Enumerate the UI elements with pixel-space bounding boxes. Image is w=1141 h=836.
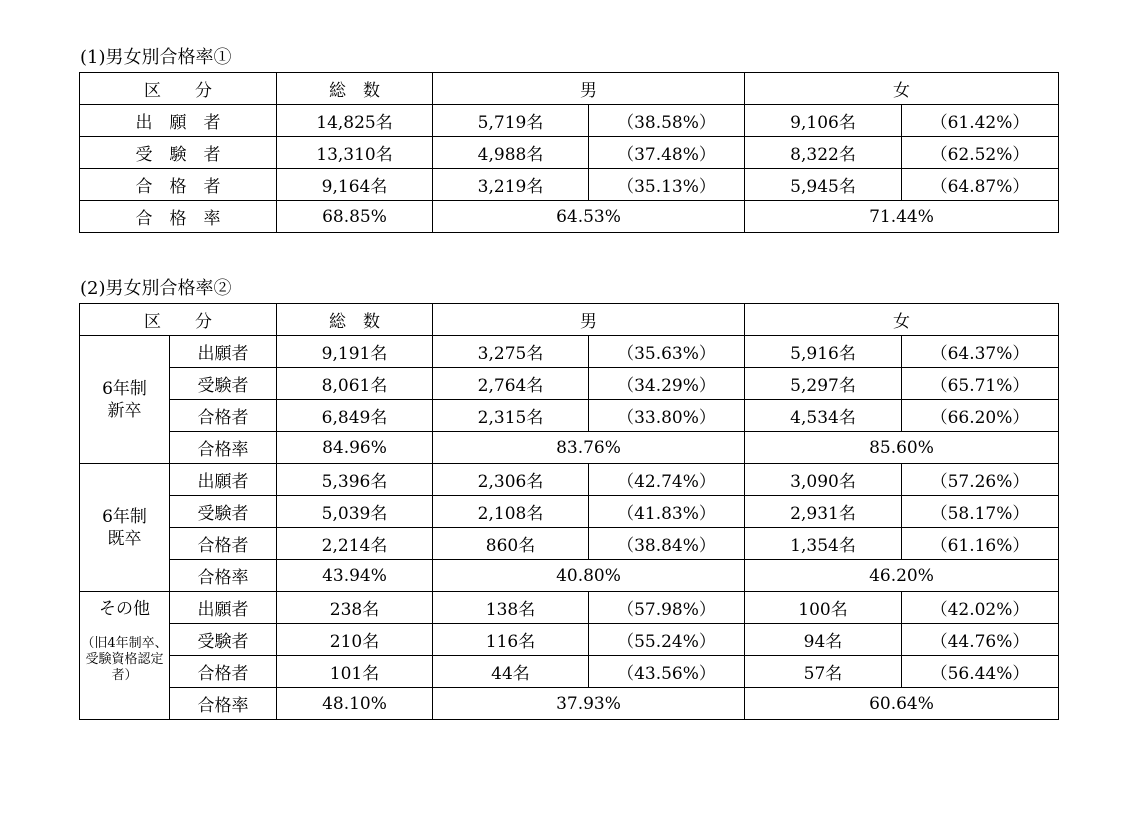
cell-total: 9,191名 <box>277 336 433 368</box>
cell-male: 2,315名 <box>433 400 589 432</box>
cell-female: 8,322名 <box>745 137 902 169</box>
cell-male: 3,219名 <box>433 169 589 201</box>
table-row <box>80 169 1059 201</box>
cell-female-pct: （57.26%） <box>902 464 1059 496</box>
row-label: 受験者 <box>170 496 277 528</box>
section1-title: (1)男女別合格率① <box>80 47 232 68</box>
cell-male-pct: （55.24%） <box>589 624 745 656</box>
cell-female-pct: （42.02%） <box>902 592 1059 624</box>
row-label: 受 験 者 <box>80 137 277 169</box>
cell-male: 116名 <box>433 624 589 656</box>
header-female: 女 <box>745 304 1059 336</box>
rate-female: 46.20% <box>745 560 1059 592</box>
table-row <box>80 624 1059 656</box>
cell-male-pct: （35.13%） <box>589 169 745 201</box>
header-total: 総 数 <box>277 304 433 336</box>
row-label: 出願者 <box>170 464 277 496</box>
header-total: 総 数 <box>277 73 433 105</box>
table-row <box>80 496 1059 528</box>
table-pass-rate-by-gender-1 <box>79 72 1059 233</box>
cell-male: 2,306名 <box>433 464 589 496</box>
rate-male: 83.76% <box>433 432 745 464</box>
cell-female-pct: （61.42%） <box>902 105 1059 137</box>
cell-female-pct: （64.37%） <box>902 336 1059 368</box>
table-row <box>80 592 1059 624</box>
table-row <box>80 464 1059 496</box>
row-label: 合格者 <box>170 400 277 432</box>
cell-male-pct: （37.48%） <box>589 137 745 169</box>
cell-female-pct: （64.87%） <box>902 169 1059 201</box>
cell-total: 101名 <box>277 656 433 688</box>
row-label: 出願者 <box>170 336 277 368</box>
cell-female: 100名 <box>745 592 902 624</box>
cell-female-pct: （44.76%） <box>902 624 1059 656</box>
cell-male: 3,275名 <box>433 336 589 368</box>
table-rate-row <box>80 560 1059 592</box>
cell-total: 238名 <box>277 592 433 624</box>
header-category: 区 分 <box>80 73 277 105</box>
table-row <box>80 528 1059 560</box>
cell-male: 138名 <box>433 592 589 624</box>
cell-female: 2,931名 <box>745 496 902 528</box>
cell-female-pct: （65.71%） <box>902 368 1059 400</box>
rate-female: 60.64% <box>745 688 1059 720</box>
cell-total: 5,396名 <box>277 464 433 496</box>
cell-male-pct: （34.29%） <box>589 368 745 400</box>
cell-female: 3,090名 <box>745 464 902 496</box>
rate-label: 合格率 <box>170 688 277 720</box>
rate-total: 68.85% <box>277 201 433 233</box>
group-name-line1: 6年制 <box>102 378 147 399</box>
table-header-row <box>80 304 1059 336</box>
cell-male-pct: （42.74%） <box>589 464 745 496</box>
cell-total: 8,061名 <box>277 368 433 400</box>
header-male: 男 <box>433 73 745 105</box>
group-name-line2: 既卒 <box>107 528 142 549</box>
row-label: 出願者 <box>170 592 277 624</box>
table-row <box>80 336 1059 368</box>
cell-female-pct: （56.44%） <box>902 656 1059 688</box>
section2-title: (2)男女別合格率② <box>80 278 232 299</box>
row-label: 合格者 <box>170 528 277 560</box>
rate-total: 48.10% <box>277 688 433 720</box>
rate-total: 43.94% <box>277 560 433 592</box>
cell-total: 2,214名 <box>277 528 433 560</box>
table-rate-row <box>80 201 1059 233</box>
cell-male-pct: （35.63%） <box>589 336 745 368</box>
table-pass-rate-by-gender-2 <box>79 303 1059 720</box>
cell-male: 2,764名 <box>433 368 589 400</box>
cell-female-pct: （61.16%） <box>902 528 1059 560</box>
cell-female-pct: （66.20%） <box>902 400 1059 432</box>
row-label: 合格者 <box>170 656 277 688</box>
rate-label: 合 格 率 <box>80 201 277 233</box>
cell-male-pct: （33.80%） <box>589 400 745 432</box>
table-rate-row <box>80 688 1059 720</box>
cell-male-pct: （38.58%） <box>589 105 745 137</box>
rate-male: 64.53% <box>433 201 745 233</box>
table-row <box>80 137 1059 169</box>
row-label: 合 格 者 <box>80 169 277 201</box>
group-name-line2: 新卒 <box>107 400 142 421</box>
header-category: 区 分 <box>80 304 277 336</box>
cell-female: 5,945名 <box>745 169 902 201</box>
table-row <box>80 105 1059 137</box>
cell-female: 57名 <box>745 656 902 688</box>
rate-total: 84.96% <box>277 432 433 464</box>
cell-male-pct: （41.83%） <box>589 496 745 528</box>
group-label-others <box>80 592 170 720</box>
cell-male-pct: （43.56%） <box>589 656 745 688</box>
cell-female-pct: （62.52%） <box>902 137 1059 169</box>
group-label-new-graduates <box>80 336 170 464</box>
rate-male: 37.93% <box>433 688 745 720</box>
cell-total: 14,825名 <box>277 105 433 137</box>
header-male: 男 <box>433 304 745 336</box>
rate-female: 85.60% <box>745 432 1059 464</box>
cell-total: 9,164名 <box>277 169 433 201</box>
cell-female: 9,106名 <box>745 105 902 137</box>
row-label: 受験者 <box>170 368 277 400</box>
rate-male: 40.80% <box>433 560 745 592</box>
table-row <box>80 368 1059 400</box>
table-header-row <box>80 73 1059 105</box>
rate-female: 71.44% <box>745 201 1059 233</box>
cell-male: 2,108名 <box>433 496 589 528</box>
cell-total: 13,310名 <box>277 137 433 169</box>
cell-female: 4,534名 <box>745 400 902 432</box>
cell-male: 4,988名 <box>433 137 589 169</box>
cell-total: 5,039名 <box>277 496 433 528</box>
header-female: 女 <box>745 73 1059 105</box>
cell-female: 94名 <box>745 624 902 656</box>
table-row <box>80 656 1059 688</box>
cell-male: 44名 <box>433 656 589 688</box>
cell-male-pct: （38.84%） <box>589 528 745 560</box>
cell-total: 210名 <box>277 624 433 656</box>
group-label-past-graduates <box>80 464 170 592</box>
cell-female-pct: （58.17%） <box>902 496 1059 528</box>
group-name-line1: その他 <box>99 599 150 619</box>
group-note: （旧4年制卒、受験資格認定者） <box>81 636 168 683</box>
table-rate-row <box>80 432 1059 464</box>
cell-female: 5,297名 <box>745 368 902 400</box>
cell-male: 860名 <box>433 528 589 560</box>
rate-label: 合格率 <box>170 432 277 464</box>
group-name-line1: 6年制 <box>102 506 147 527</box>
rate-label: 合格率 <box>170 560 277 592</box>
cell-male: 5,719名 <box>433 105 589 137</box>
table-row <box>80 400 1059 432</box>
row-label: 出 願 者 <box>80 105 277 137</box>
cell-total: 6,849名 <box>277 400 433 432</box>
row-label: 受験者 <box>170 624 277 656</box>
cell-female: 1,354名 <box>745 528 902 560</box>
cell-male-pct: （57.98%） <box>589 592 745 624</box>
cell-female: 5,916名 <box>745 336 902 368</box>
